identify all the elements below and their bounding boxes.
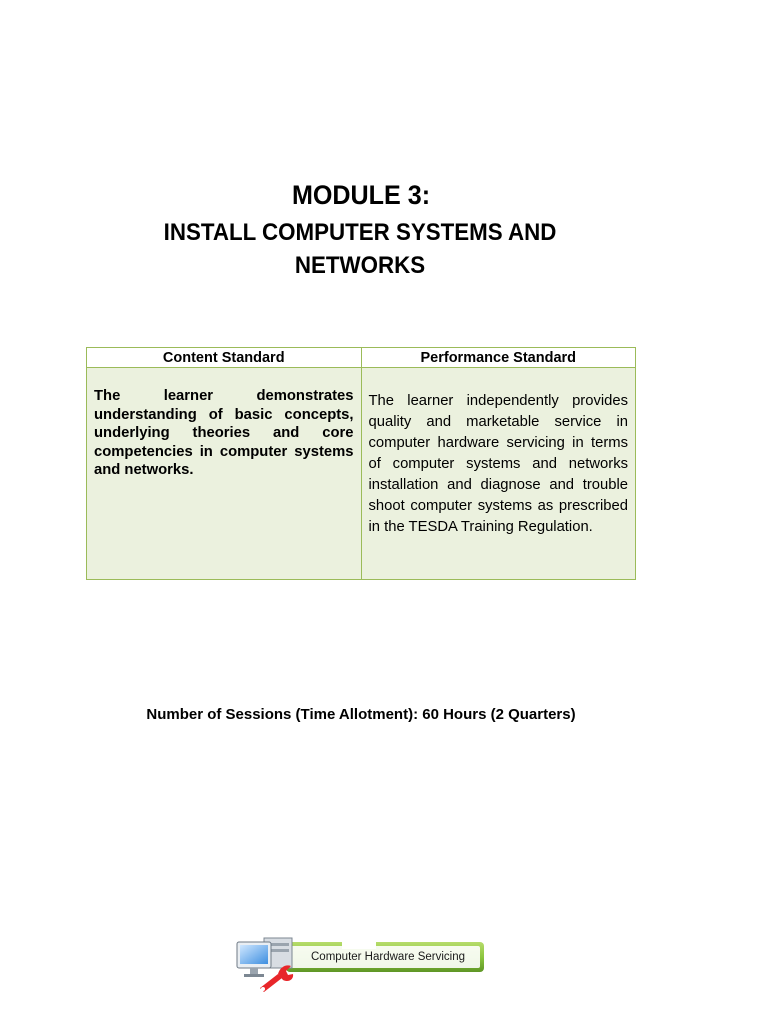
performance-standard-header: Performance Standard: [361, 348, 636, 368]
performance-standard-cell: The learner independently provides quality and marketable service in computer hardware servicing in terms of computer systems and networks installation and diagnose and trouble shoot computer systems as prescribed in the TESDA Training Regulation.: [361, 368, 636, 580]
content-standard-header: Content Standard: [87, 348, 362, 368]
logo-text: Computer Hardware Servicing: [311, 951, 466, 963]
sessions-allotment: Number of Sessions (Time Allotment): 60 Hours (2 Quarters): [146, 706, 576, 723]
standards-table: [86, 347, 636, 580]
module-title: MODULE 3:: [291, 180, 431, 210]
module-subtitle-line-2: NETWORKS: [294, 252, 426, 279]
module-subtitle: [128, 216, 593, 282]
module-subtitle-line-1: INSTALL COMPUTER SYSTEMS AND: [163, 219, 557, 246]
chs-logo: [234, 934, 486, 992]
content-standard-cell: The learner demonstrates understanding of basic concepts, underlying theories and core competencies in computer systems and networks.: [87, 368, 362, 580]
